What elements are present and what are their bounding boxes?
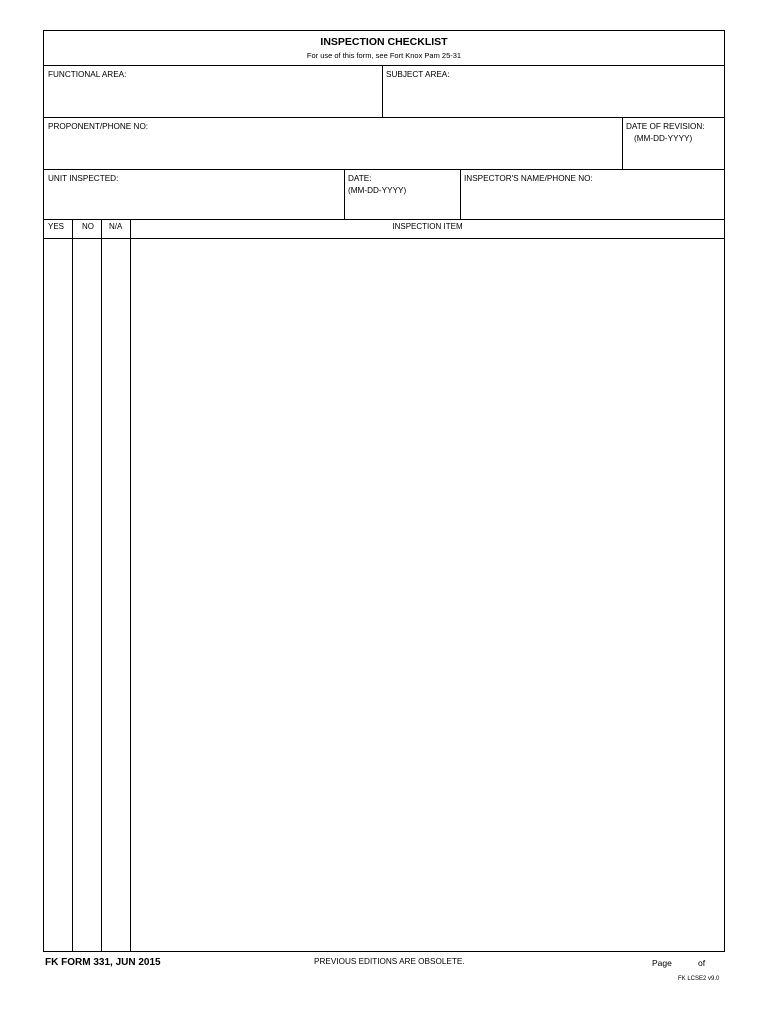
of-label: of: [698, 958, 706, 968]
functional-area-label: FUNCTIONAL AREA:: [48, 70, 127, 79]
obsolete-notice: PREVIOUS EDITIONS ARE OBSOLETE.: [314, 957, 465, 966]
no-column-area[interactable]: [73, 239, 101, 951]
proponent-phone-field[interactable]: [44, 117, 622, 169]
date-of-revision-format: (MM-DD-YYYY): [634, 134, 693, 143]
column-header-na: N/A: [109, 222, 123, 231]
form-id: FK FORM 331, JUN 2015: [45, 957, 161, 968]
form-subtitle: For use of this form, see Fort Knox Pam 25-31: [306, 51, 462, 60]
date-of-revision-label: DATE OF REVISION:: [626, 122, 705, 131]
page-label: Page: [652, 958, 672, 968]
column-header-no: NO: [82, 222, 94, 231]
unit-inspected-label: UNIT INSPECTED:: [48, 174, 119, 183]
date-format: (MM-DD-YYYY): [348, 186, 407, 195]
unit-inspected-field[interactable]: [44, 169, 344, 219]
inspection-item-area[interactable]: [131, 239, 724, 951]
inspector-name-phone-field[interactable]: [460, 169, 724, 219]
subject-area-label: SUBJECT AREA:: [386, 70, 450, 79]
divider-row-3: [44, 219, 724, 220]
form-title: INSPECTION CHECKLIST: [320, 36, 448, 48]
proponent-phone-label: PROPONENT/PHONE NO:: [48, 122, 149, 131]
inspection-checklist-form: [43, 30, 725, 952]
column-header-inspection-item: INSPECTION ITEM: [392, 222, 463, 231]
inspector-name-phone-label: INSPECTOR'S NAME/PHONE NO:: [464, 174, 593, 183]
functional-area-field[interactable]: [44, 65, 382, 117]
date-field[interactable]: [344, 169, 460, 219]
subject-area-field[interactable]: [382, 65, 724, 117]
yes-column-area[interactable]: [44, 239, 72, 951]
date-of-revision-field[interactable]: [622, 117, 724, 169]
na-column-area[interactable]: [102, 239, 130, 951]
column-header-yes: YES: [48, 222, 65, 231]
form-version: FK LCSE2 v9.0: [678, 976, 720, 982]
date-label: DATE:: [348, 174, 372, 183]
